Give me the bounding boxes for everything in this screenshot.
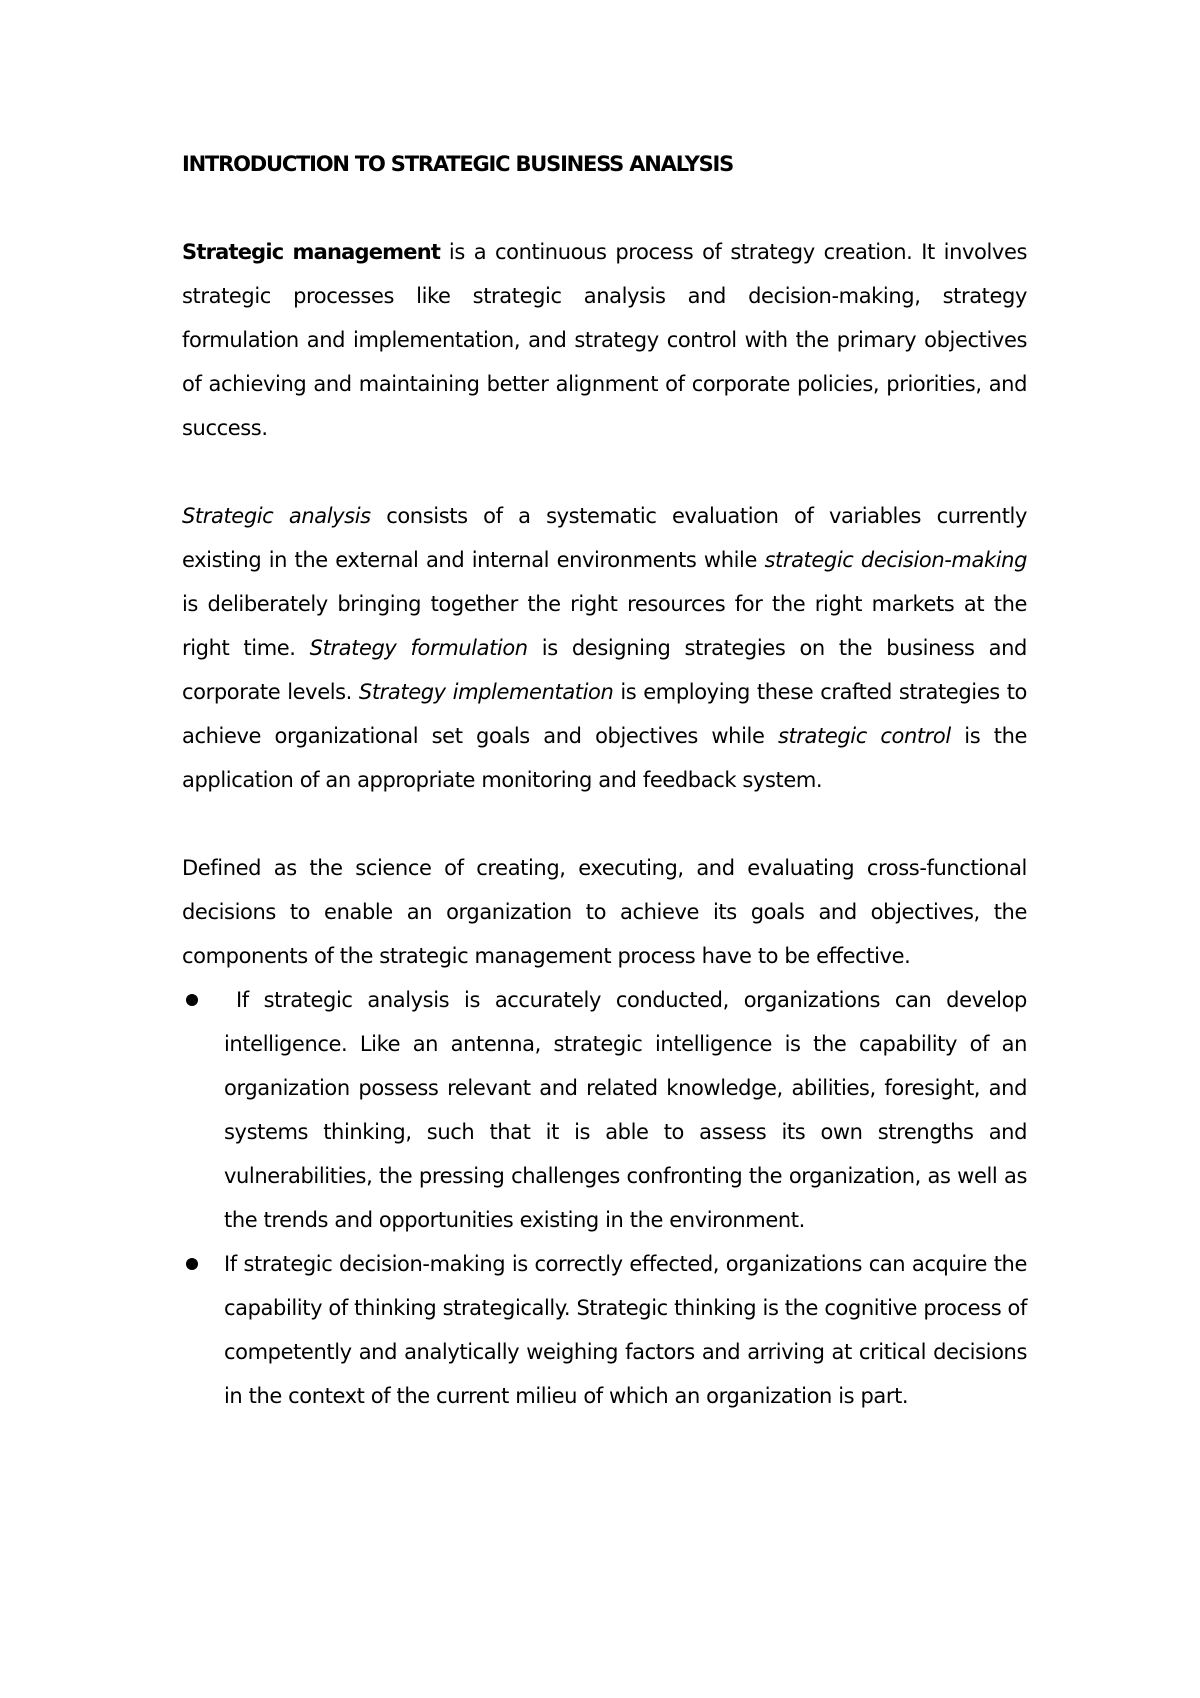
list-item bbox=[182, 1242, 1027, 1418]
paragraph-strategic-analysis bbox=[182, 494, 1027, 802]
term-strategy-implementation: Strategy implementation bbox=[358, 680, 614, 704]
document-body bbox=[182, 142, 1027, 1418]
paragraph-strategic-management bbox=[182, 230, 1027, 450]
paragraph-text: is deliberately bringing together the right resources for the right markets at the right time. bbox=[182, 592, 1027, 660]
document-title: INTRODUCTION TO STRATEGIC BUSINESS ANALYSIS bbox=[182, 152, 734, 176]
lead-term-strategic-management: Strategic management bbox=[182, 240, 441, 264]
paragraph-text: is designing strategies on the business and corporate levels. bbox=[182, 636, 1027, 704]
term-strategic-control: strategic control bbox=[777, 724, 951, 748]
paragraph-text: consists of a systematic evaluation of variables currently existing in the external and internal environments while bbox=[182, 504, 1027, 572]
paragraph-text: is a continuous process of strategy creation. It involves strategic processes like strategic analysis and decision-making, strategy formulation and implementation, and strategy control with the primary objectives of achieving and maintaining better alignment of corporate policies, priorities, and success. bbox=[182, 240, 1028, 440]
term-strategic-analysis: Strategic analysis bbox=[182, 504, 371, 528]
term-strategy-formulation: Strategy formulation bbox=[309, 636, 528, 660]
bullet-icon bbox=[186, 1258, 198, 1270]
bullet-list bbox=[182, 978, 1027, 1418]
list-item-text: If strategic analysis is accurately conducted, organizations can develop intelligence. Like an antenna, strategic intelligence is the capability of an organization possess relevant and related knowledge, abilities, foresight, and systems thinking, such that it is able to assess its own strengths and vulnerabilities, the pressing challenges confronting the organization, as well as the trends and opportunities existing in the environment. bbox=[224, 988, 1027, 1232]
term-strategic-decision-making: strategic decision-making bbox=[764, 548, 1027, 572]
list-item-text: If strategic decision-making is correctly effected, organizations can acquire the capability of thinking strategically. Strategic thinking is the cognitive process of competently and analytically weighing factors and arriving at critical decisions in the context of the current milieu of which an organization is part. bbox=[224, 1252, 1027, 1408]
paragraph-text: is employing these crafted strategies to achieve organizational set goals and objectives while bbox=[182, 680, 1027, 748]
bullet-icon bbox=[186, 994, 198, 1006]
paragraph-text: is the application of an appropriate monitoring and feedback system. bbox=[182, 724, 1027, 792]
paragraph-definition: Defined as the science of creating, executing, and evaluating cross-functional decisions to enable an organization to achieve its goals and objectives, the components of the strategic management process have to be effective. bbox=[182, 856, 1027, 968]
list-item bbox=[182, 978, 1027, 1242]
